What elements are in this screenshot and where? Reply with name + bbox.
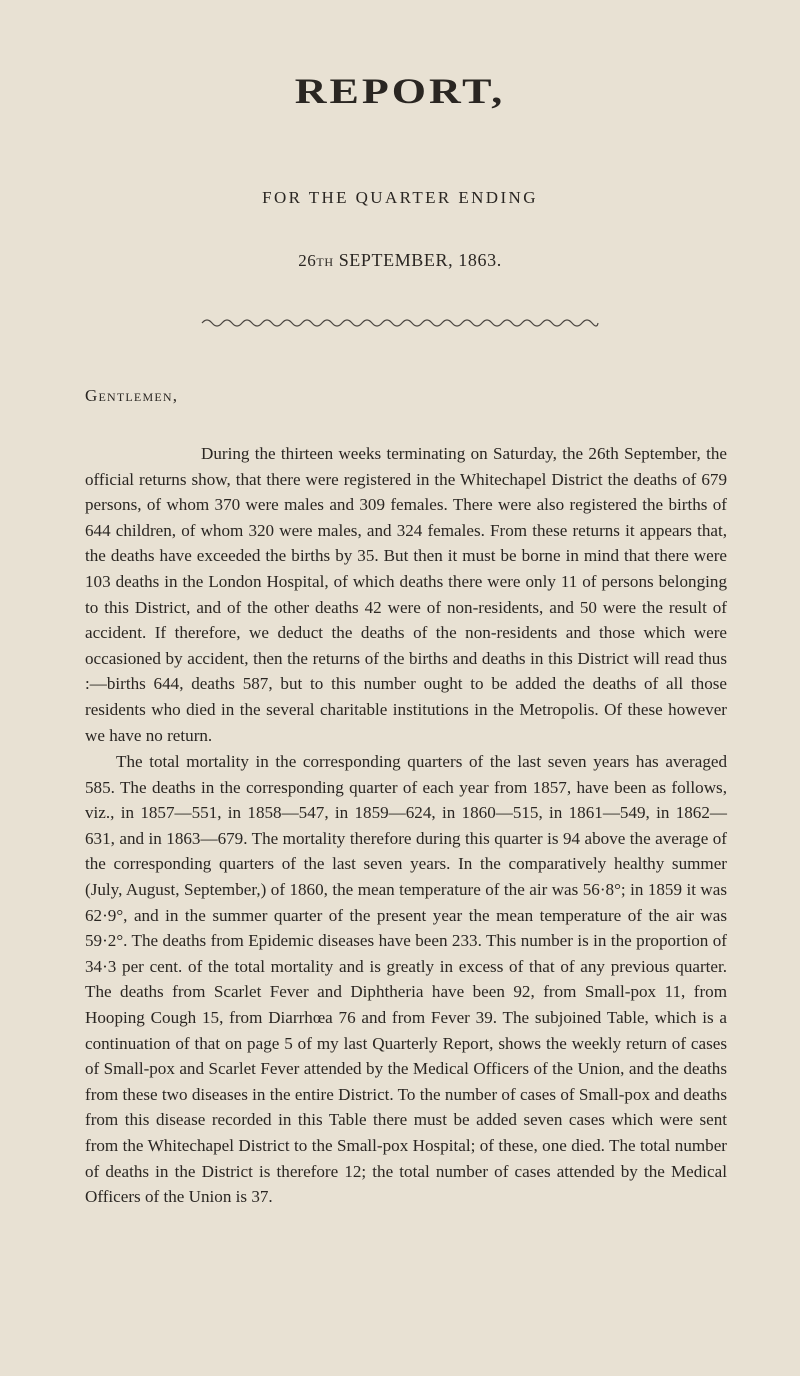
report-date-day: 26th — [298, 251, 334, 270]
wavy-rule-ornament — [200, 316, 600, 330]
report-date-rest: SEPTEMBER, 1863. — [333, 250, 502, 270]
salutation: Gentlemen, — [85, 386, 179, 405]
paragraph-mortality: The total mortality in the corresponding quarters of the last seven years has averaged 585. The deaths in the corresponding quarter of each year from 1857, have been as follows, viz., in 1857—551, in 1858—547, in 1859—624, in 1860—515, in 1861—549, in 1862—631, and in 1863—679. The mortality therefore during this quarter is 94 above the average of the corresponding quarters of the last seven years. In the comparatively healthy summer (July, August, September,) of 1860, the mean temperature of the air was 56·8°; in 1859 it was 62·9°, and in the summer quarter of the present year the mean temperature of the air was 59·2°. The deaths from Epidemic diseases have been 233. This number is in the proportion of 34·3 per cent. of the total mortality and is greatly in excess of that of any previous quarter. The deaths from Scarlet Fever and Diphtheria have been 92, from Small-pox 11, from Hooping Cough 15, from Diarrhœa 76 and from Fever 39. The subjoined Table, which is a continuation of that on page 5 of my last Quarterly Report, shows the weekly return of cases of Small-pox and Scarlet Fever attended by the Medical Officers of the Union, and the deaths from these two diseases in the entire District. To the number of cases of Small-pox and deaths from this disease recorded in this Table there must be added seven cases which were sent from the Whitechapel District to the Small-pox Hospital; of these, one died. The total number of deaths in the District is therefore 12; the total number of cases attended by the Medical Officers of the Union is 37. — [85, 752, 727, 1207]
report-date — [0, 250, 800, 271]
report-title: REPORT, — [294, 70, 506, 111]
report-subtitle: FOR THE QUARTER ENDING — [262, 188, 538, 207]
paragraph-deaths-births: During the thirteen weeks terminating on Saturday, the 26th September, the official returns show, that there were registered in the Whitechapel District the deaths of 679 persons, of whom 370 were males and 309 females. There were also registered the births of 644 children, of whom 320 were males, and 324 females. From these returns it appears that, the deaths have exceeded the births by 35. But then it must be borne in mind that there were 103 deaths in the London Hospital, of which deaths there were only 11 of persons belonging to this District, and of the other deaths 42 were of non-residents, and 50 were the result of accident. If therefore, we deduct the deaths of the non-residents and those which were occasioned by accident, then the returns of the births and deaths in this District will read thus :—births 644, deaths 587, but to this number ought to be added the deaths of all those residents who died in the several charitable institutions in the Metropolis. Of these however we have no return. — [85, 444, 727, 745]
